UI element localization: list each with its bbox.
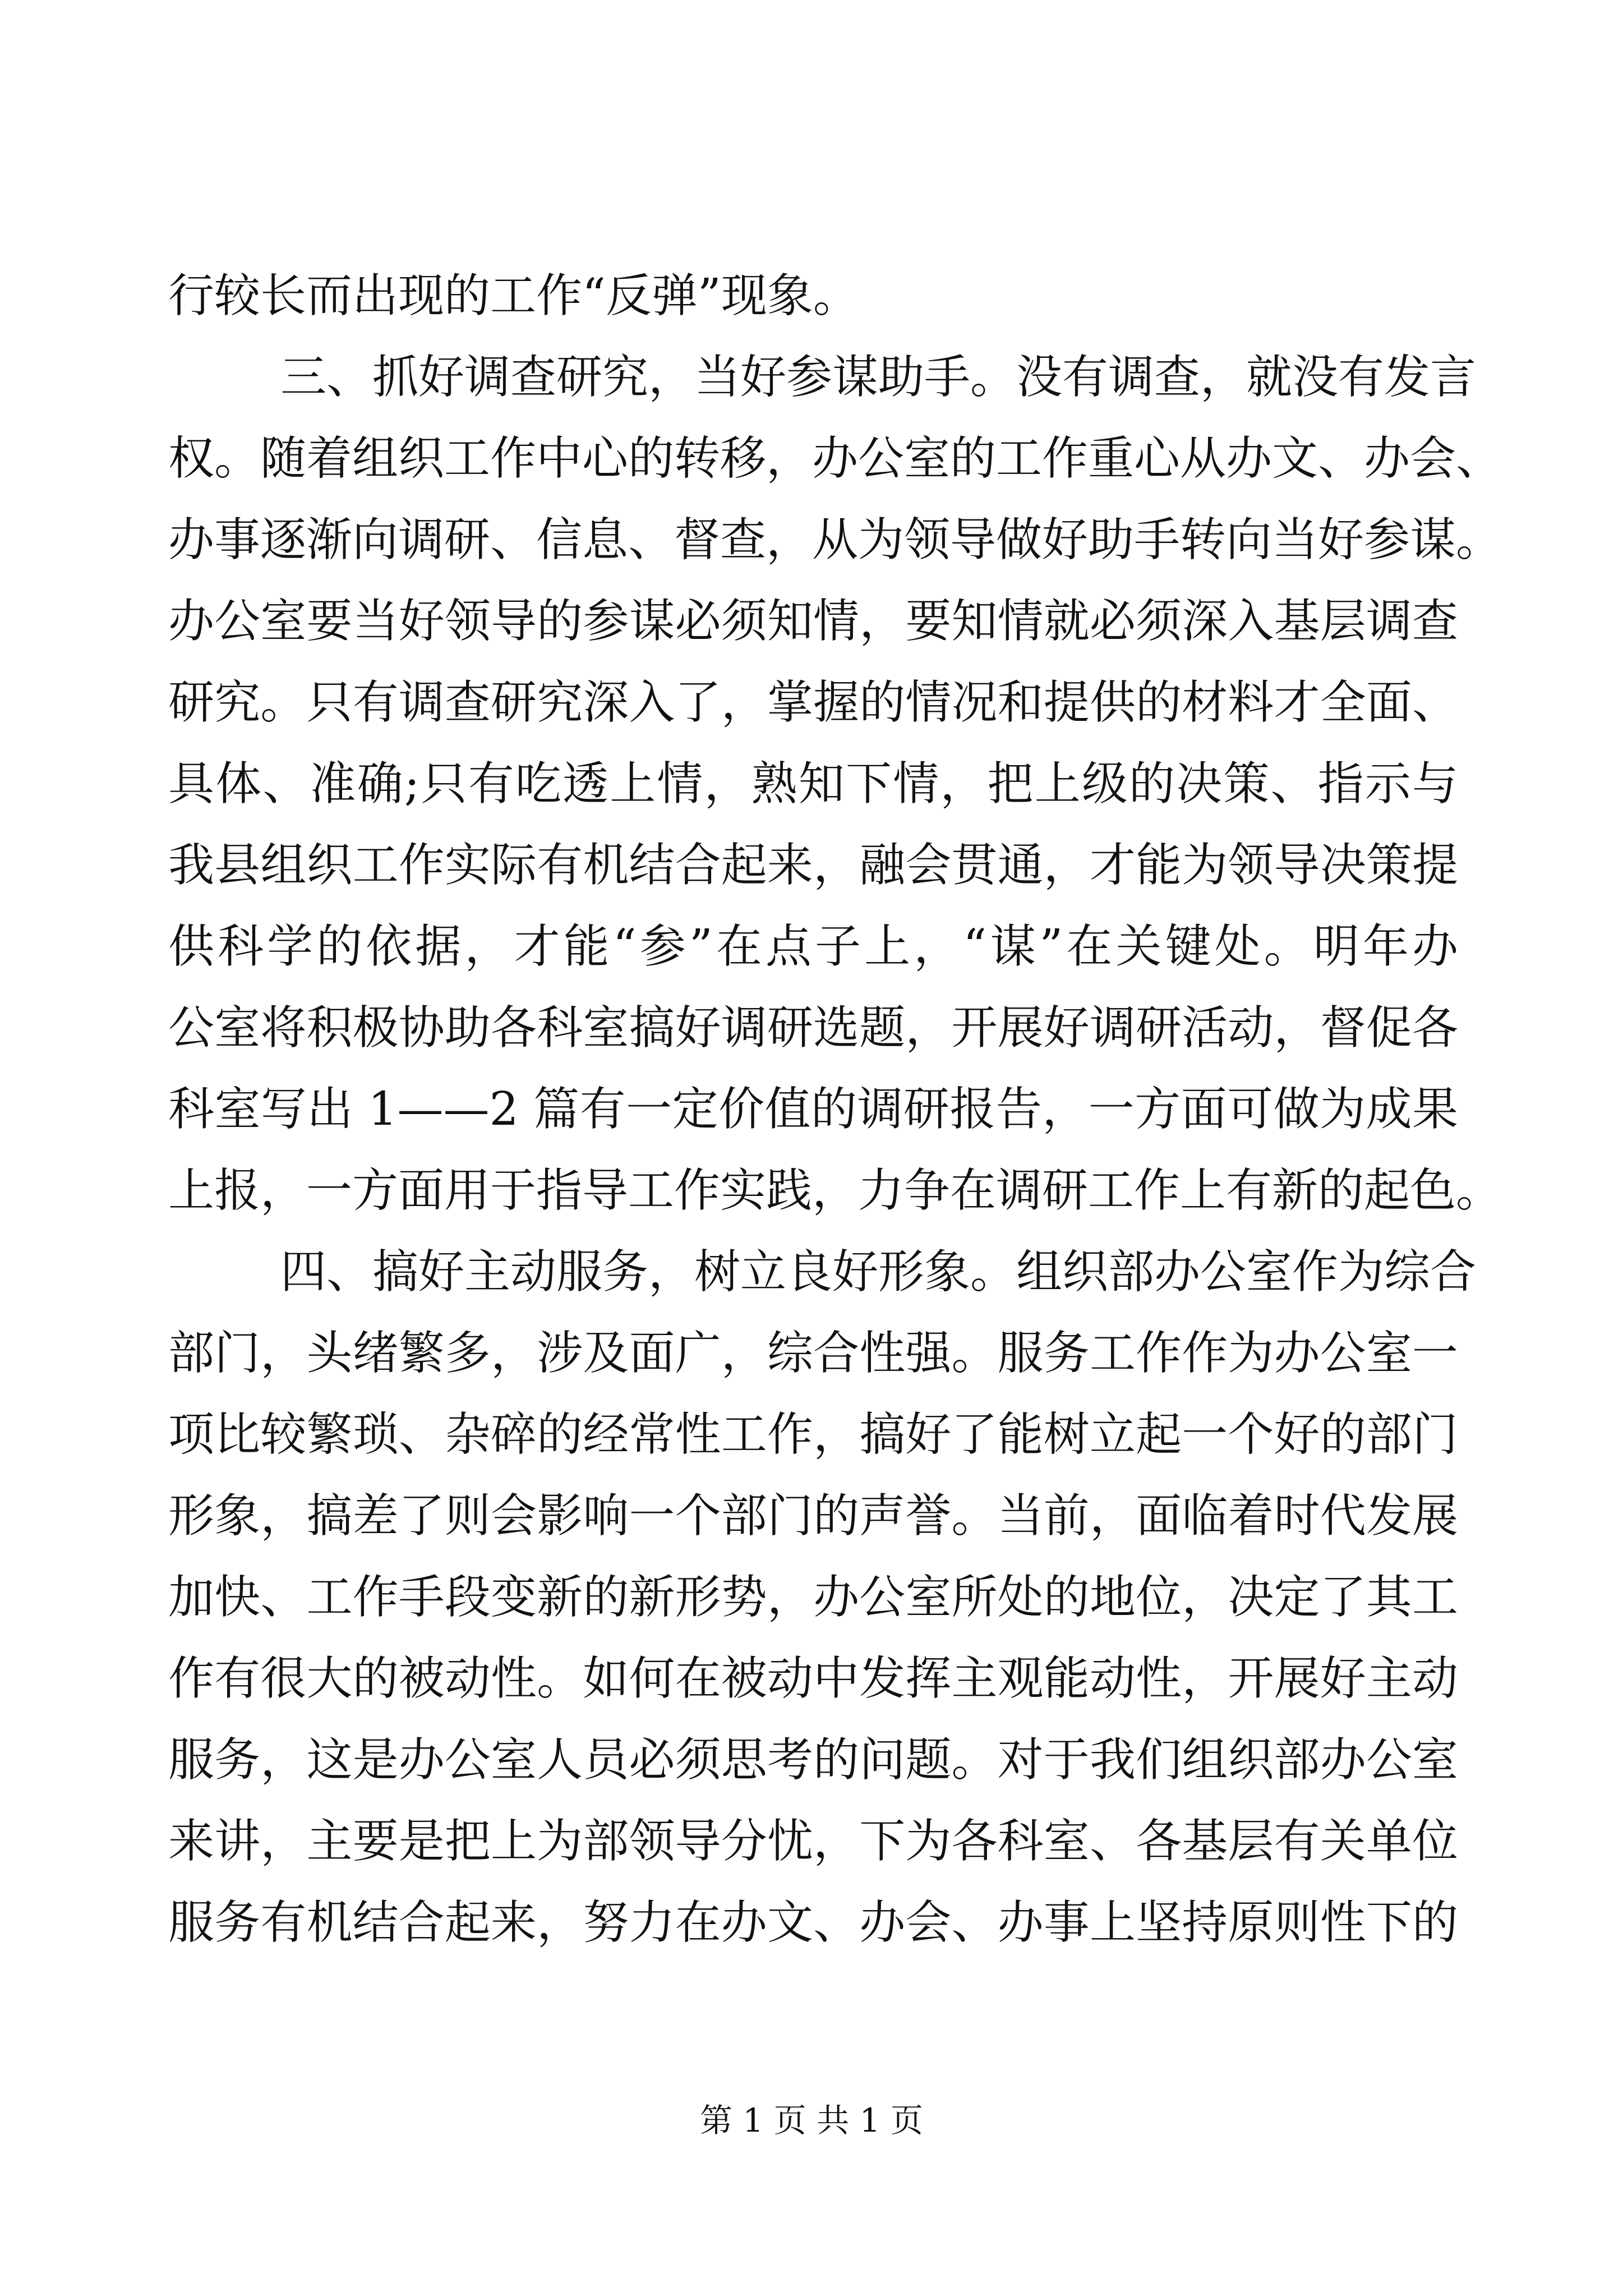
text-line: 来讲，主要是把上为部领导分忧，下为各科室、各基层有关单位 (168, 1815, 1458, 1868)
text-line: 作有很大的被动性。如何在被动中发挥主观能动性，开展好主动 (168, 1652, 1458, 1705)
page-footer: 第 1 页 共 1 页 (700, 2101, 923, 2139)
text-line: 科室写出 1——2 篇有一定价值的调研报告，一方面可做为成果 (168, 1083, 1458, 1136)
text-line: 部门，头绪繁多，涉及面广，综合性强。服务工作作为办公室一 (168, 1327, 1458, 1380)
document-body (168, 255, 1502, 1963)
text-line: 我县组织工作实际有机结合起来，融会贯通，才能为领导决策提 (168, 839, 1458, 892)
paragraph-heading-line: 四、搞好主动服务，树立良好形象。组织部办公室作为综合 (280, 1245, 1477, 1299)
text-line: 公室将积极协助各科室搞好调研选题，开展好调研活动，督促各 (168, 1001, 1458, 1055)
text-line: 服务有机结合起来，努力在办文、办会、办事上坚持原则性下的 (168, 1896, 1458, 1949)
text-line: 权。随着组织工作中心的转移，办公室的工作重心从办文、办会、 (168, 432, 1502, 485)
text-line: 研究。只有调查研究深入了，掌握的情况和提供的材料才全面、 (168, 676, 1458, 729)
text-line: 上报，一方面用于指导工作实践，力争在调研工作上有新的起色。 (168, 1164, 1502, 1217)
paragraph-heading-line: 三、抓好调查研究，当好参谋助手。没有调查，就没有发言 (280, 351, 1477, 404)
text-line: 办公室要当好领导的参谋必须知情，要知情就必须深入基层调查 (168, 595, 1458, 648)
text-line: 项比较繁琐、杂碎的经常性工作，搞好了能树立起一个好的部门 (168, 1408, 1458, 1461)
text-line: 办事逐渐向调研、信息、督查，从为领导做好助手转向当好参谋。 (168, 513, 1502, 567)
text-line: 服务，这是办公室人员必须思考的问题。对于我们组织部办公室 (168, 1733, 1458, 1787)
text-line: 供科学的依据，才能“参”在点子上，“谋”在关键处。明年办 (168, 920, 1458, 973)
text-line: 加快、工作手段变新的新形势，办公室所处的地位，决定了其工 (168, 1571, 1458, 1624)
text-line: 具体、准确;只有吃透上情，熟知下情，把上级的决策、指示与 (168, 757, 1458, 811)
text-line: 形象，搞差了则会影响一个部门的声誉。当前，面临着时代发展 (168, 1489, 1458, 1543)
text-line: 行较长而出现的工作“反弹”现象。 (168, 269, 859, 323)
